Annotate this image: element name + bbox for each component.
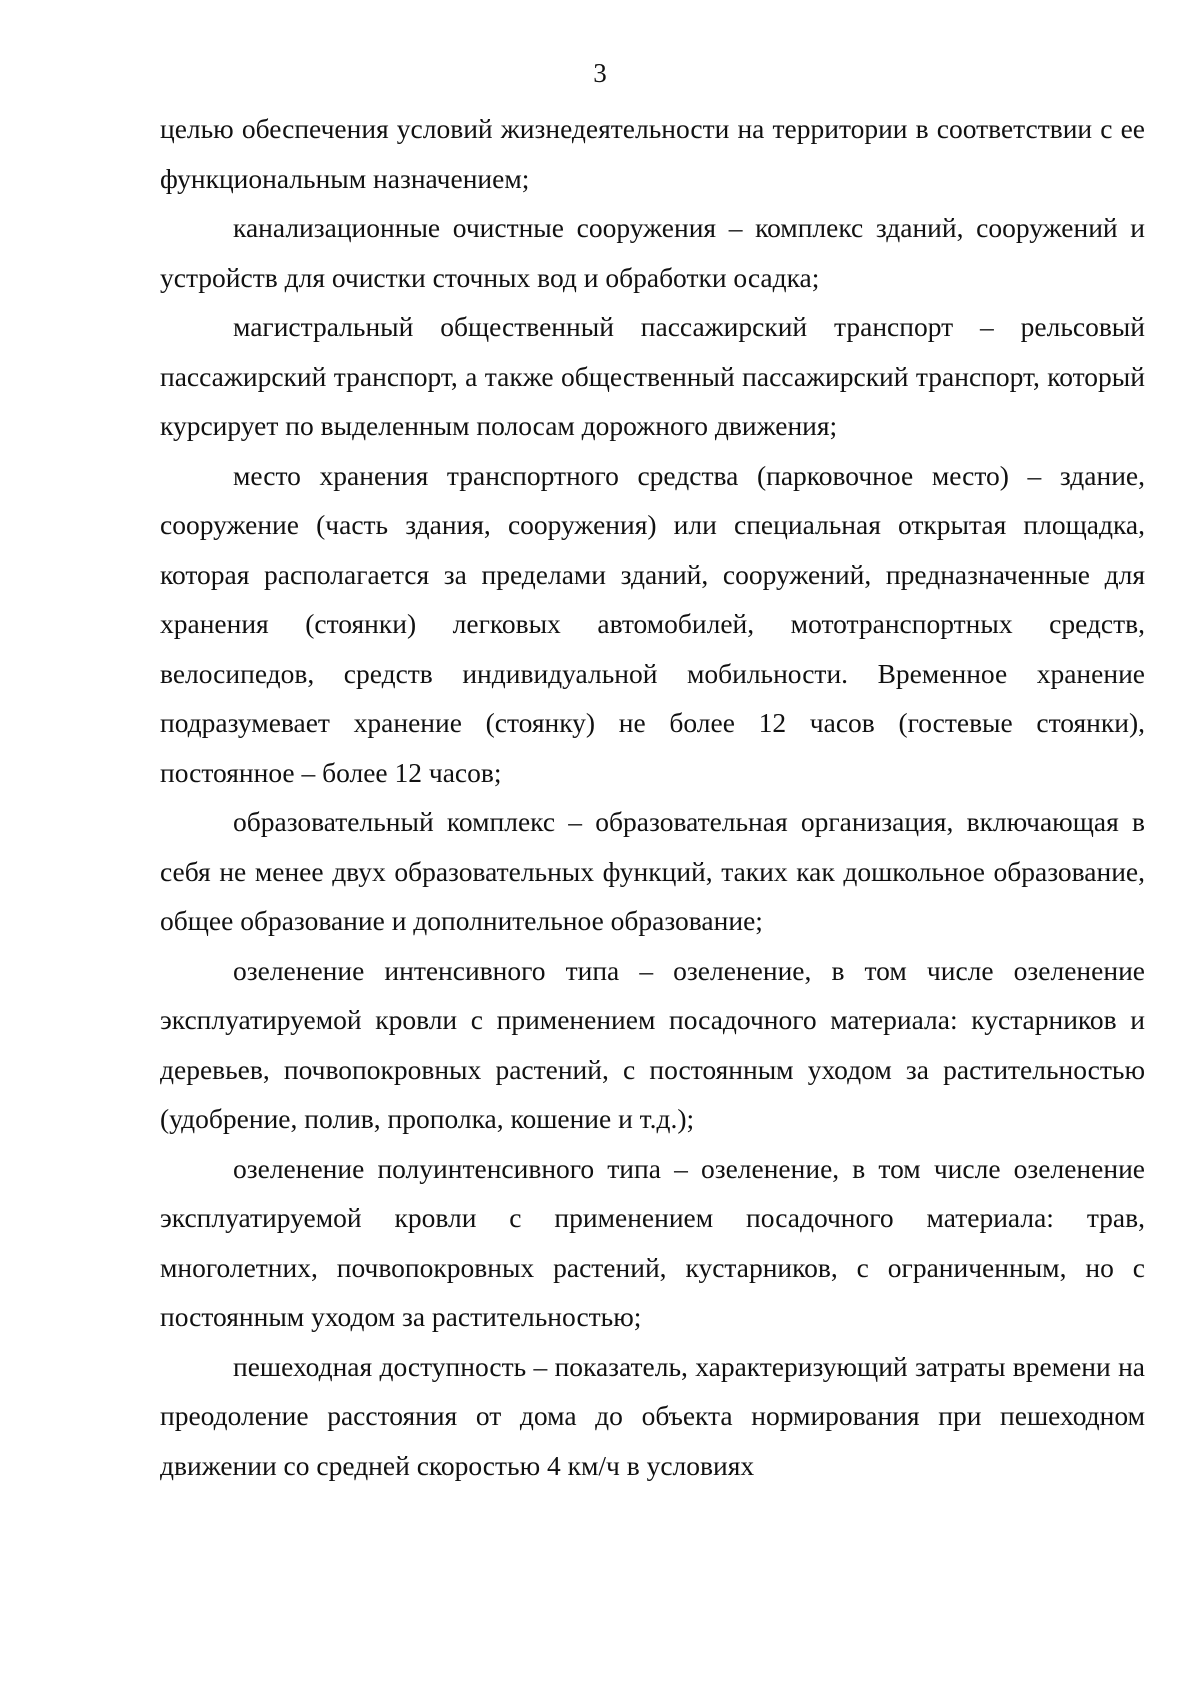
document-body <box>160 104 1145 1490</box>
paragraph-continuation: целью обеспечения условий жизнедеятельности на территории в соответствии с ее функциональным назначением; <box>160 113 1145 194</box>
paragraph-definition-intensive-greening: озеленение интенсивного типа – озеленение, в том числе озеленение эксплуатируемой кровли с применением посадочного материала: кустарников и деревьев, почвопокровных растений, с постоянным уходом за растительностью (удобрение, полив, прополка, кошение и т.д.); <box>160 954 1145 1134</box>
paragraph-definition-pedestrian-accessibility: пешеходная доступность – показатель, характеризующий затраты времени на преодоление расстояния от дома до объекта нормирования при пешеходном движении со средней скоростью 4 км/ч в условиях <box>160 1350 1145 1481</box>
paragraph-definition-parking-place: место хранения транспортного средства (парковочное место) – здание, сооружение (часть здания, сооружения) или специальная открытая площадка, которая располагается за пределами зданий, сооружений, предназначенные для хранения (стоянки) легковых автомобилей, мототранспортных средств, велосипедов, средств индивидуальной мобильности. Временное хранение подразумевает хранение (стоянку) не более 12 часов (гостевые стоянки), постоянное – более 12 часов; <box>160 459 1145 788</box>
paragraph-definition-sewage-treatment: канализационные очистные сооружения – комплекс зданий, сооружений и устройств для очистки сточных вод и обработки осадка; <box>160 212 1145 293</box>
paragraph-definition-educational-complex: образовательный комплекс – образовательная организация, включающая в себя не менее двух образовательных функций, таких как дошкольное образование, общее образование и дополнительное образование; <box>160 806 1145 936</box>
page-number: 3 <box>593 58 607 88</box>
paragraph-definition-semi-intensive-greening: озеленение полуинтенсивного типа – озеленение, в том числе озеленение эксплуатируемой кровли с применением посадочного материала: трав, многолетних, почвопокровных растений, кустарников, с ограниченным, но с постоянным уходом за растительностью; <box>160 1152 1145 1332</box>
paragraph-definition-main-public-transport: магистральный общественный пассажирский транспорт – рельсовый пассажирский транспорт, а также общественный пассажирский транспорт, который курсирует по выделенным полосам дорожного движения; <box>160 311 1145 441</box>
